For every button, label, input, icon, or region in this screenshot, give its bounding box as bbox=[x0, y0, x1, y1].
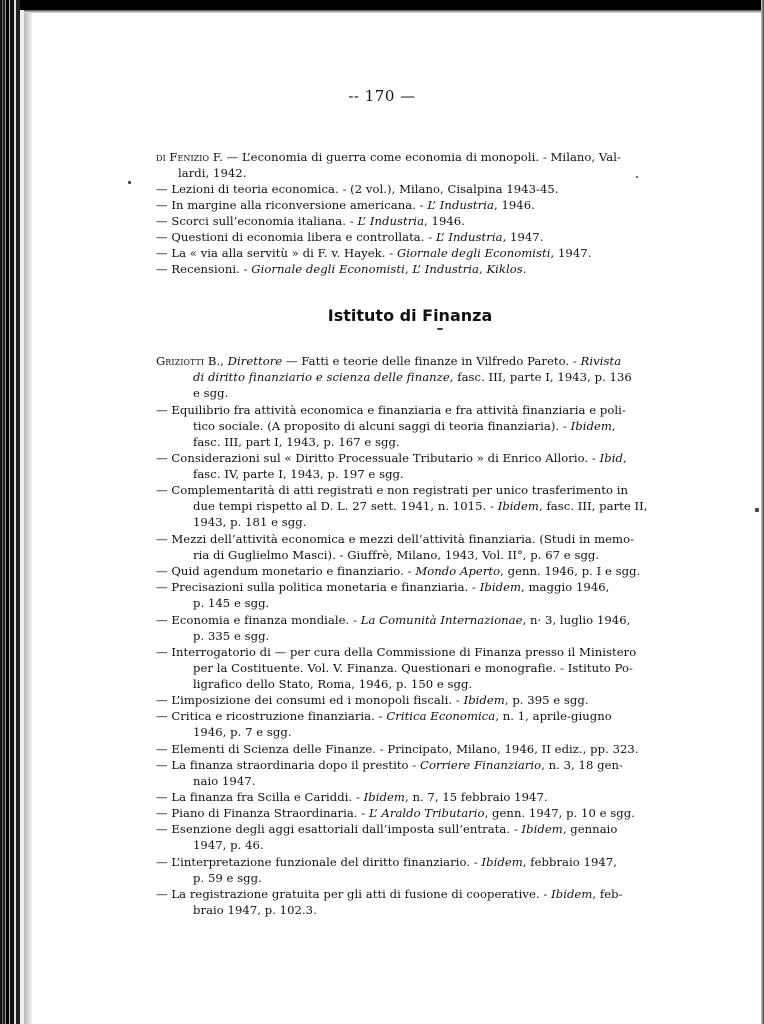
italic-title: Ibid bbox=[599, 451, 623, 465]
line-text: — Considerazioni sul « Diritto Processuale Tributario » di Enrico Allorio. - bbox=[156, 451, 600, 465]
bibliography-line bbox=[156, 789, 548, 805]
bibliography-line bbox=[193, 466, 404, 482]
line-text: , p. 395 e sgg. bbox=[504, 693, 589, 707]
italic-title: La Comunità Internazionae bbox=[360, 613, 523, 627]
italic-title: Corriere Finanziario bbox=[420, 758, 542, 772]
bibliography-line bbox=[193, 418, 616, 434]
scan-top-edge-shadow bbox=[24, 10, 764, 13]
bibliography-line bbox=[156, 450, 627, 466]
line-text: , gennaio bbox=[562, 822, 618, 836]
bibliography-line bbox=[156, 353, 621, 369]
line-text: , feb- bbox=[592, 887, 623, 901]
bibliography-line bbox=[156, 805, 635, 821]
line-text: p. 59 e sgg. bbox=[193, 871, 262, 885]
line-text: p. 145 e sgg. bbox=[193, 596, 270, 610]
bibliography-line bbox=[156, 149, 621, 165]
italic-title: Rivista bbox=[580, 354, 622, 368]
bibliography-line bbox=[156, 854, 617, 870]
bibliography-line bbox=[156, 886, 623, 902]
bibliography-line bbox=[193, 498, 648, 514]
bibliography-line bbox=[193, 547, 599, 563]
italic-title: Giornale degli Economisti bbox=[251, 262, 405, 276]
bibliography-line bbox=[156, 261, 527, 277]
line-text: — Economia e finanza mondiale. - bbox=[156, 613, 361, 627]
line-text: , n. 3, 18 gen- bbox=[541, 758, 623, 772]
bibliography-line bbox=[156, 757, 623, 773]
scan-binding-gradient bbox=[24, 0, 32, 1024]
line-text: — La « via alla servitù » di F. v. Hayek. - bbox=[156, 246, 397, 260]
line-text: , n. 7, 15 febbraio 1947. bbox=[404, 790, 548, 804]
line-text: fasc. IV, parte I, 1943, p. 197 e sgg. bbox=[193, 467, 404, 481]
bibliography-line bbox=[156, 482, 628, 498]
line-text: e sgg. bbox=[193, 386, 229, 400]
bibliography-line bbox=[193, 676, 472, 692]
italic-title: Ibidem bbox=[463, 693, 505, 707]
line-text: due tempi rispetto al D. L. 27 sett. 1941, n. 1015. - bbox=[193, 499, 498, 513]
line-text: — Precisazioni sulla politica monetaria e finanziaria. - bbox=[156, 580, 480, 594]
bibliography-line bbox=[156, 229, 543, 245]
bibliography-line bbox=[193, 595, 269, 611]
line-text: — La finanza fra Scilla e Cariddi. - bbox=[156, 790, 364, 804]
bibliography-line bbox=[156, 197, 535, 213]
scan-speck bbox=[437, 328, 443, 330]
line-text: — La finanza straordinaria dopo il prestito - bbox=[156, 758, 421, 772]
line-text: naio 1947. bbox=[193, 774, 256, 788]
italic-title: Giornale degli Economisti bbox=[396, 246, 551, 260]
line-text: , n· 3, luglio 1946, bbox=[522, 613, 631, 627]
italic-title: Critica Economica, bbox=[386, 709, 499, 723]
bibliography-line bbox=[156, 579, 609, 595]
bibliography-line bbox=[156, 821, 617, 837]
line-text: — Recensioni. - bbox=[156, 262, 252, 276]
italic-title: Ibidem bbox=[551, 887, 593, 901]
bibliography-line bbox=[193, 628, 269, 644]
bibliography-line bbox=[156, 563, 640, 579]
line-text: — Interrogatorio di — per cura della Commissione di Finanza presso il Ministero bbox=[156, 645, 637, 659]
line-text: , bbox=[404, 262, 413, 276]
italic-title: Mondo Aperto bbox=[415, 564, 501, 578]
line-text: , febbraio 1947, bbox=[522, 855, 617, 869]
line-text: ligrafico dello Stato, Roma, 1946, p. 150 e sgg. bbox=[193, 677, 473, 691]
italic-title: Kiklos bbox=[486, 262, 523, 276]
bibliography-line bbox=[193, 369, 632, 385]
line-text: braio 1947, p. 102.3. bbox=[193, 903, 317, 917]
scan-speck bbox=[636, 176, 638, 178]
scan-top-edge bbox=[20, 0, 764, 10]
line-text: , fasc. III, parte I, 1943, p. 136 bbox=[449, 370, 632, 384]
bibliography-line bbox=[193, 514, 306, 530]
bibliography-line bbox=[193, 660, 633, 676]
line-text: , genn. 1947, p. 10 e sgg. bbox=[484, 806, 635, 820]
bibliography-line bbox=[156, 644, 636, 660]
italic-title: Ibidem bbox=[481, 855, 523, 869]
line-text: n. 1, aprile-giugno bbox=[498, 709, 612, 723]
bibliography-line bbox=[156, 708, 612, 724]
bibliography-line bbox=[156, 531, 634, 547]
line-text: , maggio 1946, bbox=[521, 580, 610, 594]
line-text: , 1947. bbox=[502, 230, 544, 244]
line-text: , 1947. bbox=[550, 246, 592, 260]
line-text: tico sociale. (A proposito di alcuni saggi di teoria finanziaria). - bbox=[193, 419, 571, 433]
line-text: B., bbox=[204, 354, 228, 368]
bibliography-line bbox=[193, 902, 317, 918]
italic-title: di diritto finanziario e scienza delle finanze bbox=[193, 370, 450, 384]
italic-title: Ibidem bbox=[570, 419, 612, 433]
bibliography-line bbox=[156, 213, 465, 229]
line-text: lardi, 1942. bbox=[178, 166, 247, 180]
italic-title: Direttore bbox=[227, 354, 283, 368]
section-heading-istituto-di-finanza: Istituto di Finanza bbox=[327, 306, 493, 325]
line-text: , fasc. III, parte II, bbox=[538, 499, 648, 513]
bibliography-line bbox=[193, 434, 400, 450]
italic-title: L’ Industria bbox=[435, 230, 503, 244]
bibliography-line bbox=[156, 612, 630, 628]
line-text: — Critica e ricostruzione finanziaria. - bbox=[156, 709, 387, 723]
line-text: — Equilibrio fra attività economica e finanziaria e fra attività finanziaria e poli- bbox=[156, 403, 626, 417]
line-text: , bbox=[611, 419, 616, 433]
line-text: — Esenzione degli aggi esattoriali dall’imposta sull’entrata. - bbox=[156, 822, 522, 836]
italic-title: L’ Araldo Tributario bbox=[368, 806, 485, 820]
italic-title: Ibidem bbox=[521, 822, 563, 836]
line-text: , bbox=[478, 262, 487, 276]
line-text: 1946, p. 7 e sgg. bbox=[193, 725, 292, 739]
author-name: di Fenizio bbox=[156, 150, 210, 164]
line-text: — Lezioni di teoria economica. - (2 vol.), Milano, Cisalpina 1943-45. bbox=[156, 182, 559, 196]
scan-speck bbox=[128, 181, 131, 184]
italic-title: L’ Industria bbox=[357, 214, 425, 228]
line-text: 1947, p. 46. bbox=[193, 838, 264, 852]
line-text: ria di Guglielmo Masci). - Giuffrè, Milano, 1943, Vol. II°, p. 67 e sgg. bbox=[193, 548, 600, 562]
line-text: — La registrazione gratuita per gli atti di fusione di cooperative. - bbox=[156, 887, 552, 901]
bibliography-line bbox=[156, 741, 639, 757]
line-text: p. 335 e sgg. bbox=[193, 629, 270, 643]
scan-binding-shadow bbox=[0, 0, 24, 1024]
line-text: — Mezzi dell’attività economica e mezzi dell’attività finanziaria. (Studi in memo- bbox=[156, 532, 635, 546]
bibliography-line bbox=[193, 837, 264, 853]
italic-title: Ibidem bbox=[497, 499, 539, 513]
line-text: — L’imposizione dei consumi ed i monopoli fiscali. - bbox=[156, 693, 464, 707]
line-text: — Elementi di Scienza delle Finanze. - Principato, Milano, 1946, II ediz., pp. 323. bbox=[156, 742, 639, 756]
line-text: , 1946. bbox=[493, 198, 535, 212]
line-text: per la Costituente. Vol. V. Finanza. Questionari e monografie. - Istituto Po- bbox=[193, 661, 633, 675]
bibliography-line bbox=[156, 692, 589, 708]
bibliography-line bbox=[156, 402, 626, 418]
line-text: — Quid agendum monetario e finanziario. - bbox=[156, 564, 416, 578]
italic-title: L’ Industria bbox=[427, 198, 494, 212]
scan-speck bbox=[755, 508, 759, 512]
page-number: -- 170 — bbox=[348, 87, 416, 105]
line-text: — Complementarità di atti registrati e non registrati per unico trasferimento in bbox=[156, 483, 628, 497]
line-text: — Fatti e teorie delle finanze in Vilfredo Pareto. - bbox=[282, 354, 581, 368]
line-text: — Scorci sull’economia italiana. - bbox=[156, 214, 358, 228]
bibliography-line bbox=[193, 773, 255, 789]
line-text: — In margine alla riconversione americana. - bbox=[156, 198, 428, 212]
italic-title: Ibidem bbox=[479, 580, 522, 594]
line-text: , 1946. bbox=[424, 214, 465, 228]
line-text: — L’interpretazione funzionale del diritto finanziario. - bbox=[156, 855, 482, 869]
italic-title: Ibidem bbox=[363, 790, 405, 804]
author-name: Griziotti bbox=[156, 354, 205, 368]
bibliography-line bbox=[193, 870, 262, 886]
line-text: — Questioni di economia libera e controllata. - bbox=[156, 230, 436, 244]
bibliography-line bbox=[193, 385, 228, 401]
line-text: 1943, p. 181 e sgg. bbox=[193, 515, 307, 529]
bibliography-line bbox=[178, 165, 246, 181]
line-text: F. — L’economia di guerra come economia di monopoli. - Milano, Val- bbox=[209, 150, 621, 164]
bibliography-line bbox=[156, 245, 591, 261]
line-text: , genn. 1946, p. I e sgg. bbox=[500, 564, 641, 578]
italic-title: L’ Industria bbox=[412, 262, 479, 276]
bibliography-line bbox=[193, 724, 292, 740]
line-text: fasc. III, part I, 1943, p. 167 e sgg. bbox=[193, 435, 400, 449]
bibliography-line bbox=[156, 181, 559, 197]
line-text: , bbox=[622, 451, 627, 465]
line-text: — Piano di Finanza Straordinaria. - bbox=[156, 806, 369, 820]
line-text: . bbox=[522, 262, 527, 276]
